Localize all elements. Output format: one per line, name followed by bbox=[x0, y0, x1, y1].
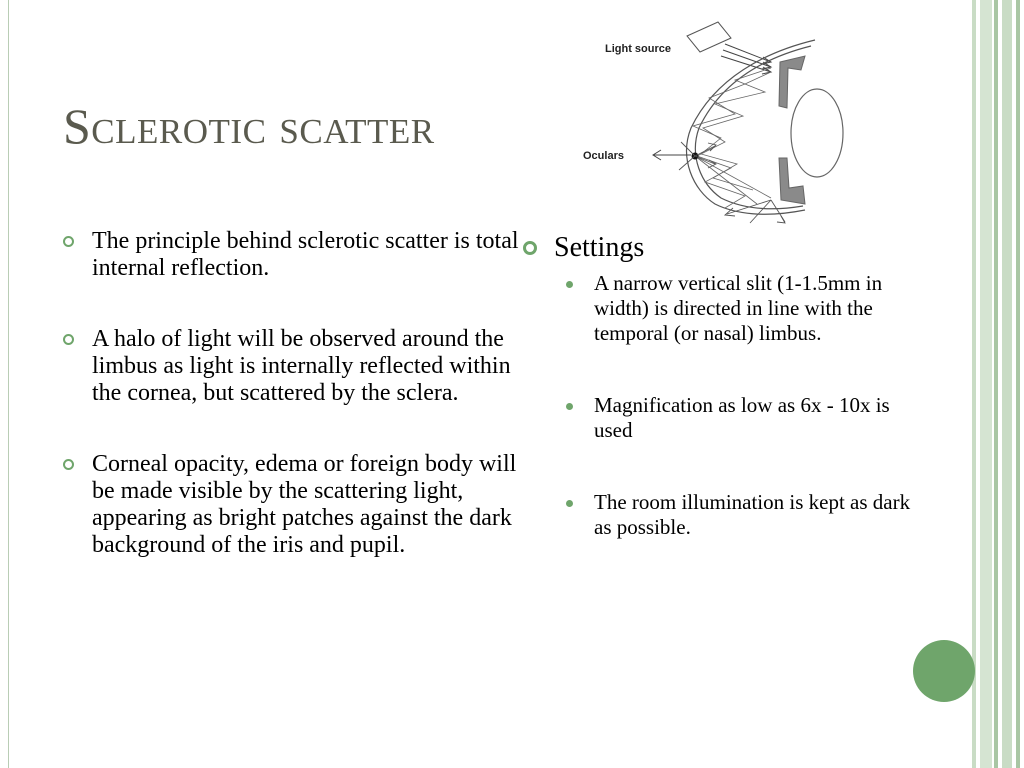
principle-bullet-list bbox=[63, 228, 523, 559]
list-item bbox=[565, 393, 914, 443]
bullet-ring-icon bbox=[63, 236, 74, 247]
settings-heading bbox=[523, 232, 923, 264]
iris-pieces bbox=[779, 56, 805, 204]
settings-item-text: A narrow vertical slit (1-1.5mm in width) is directed in line with the temporal (or nasal) limbus. bbox=[594, 271, 883, 345]
list-item bbox=[63, 451, 523, 559]
light-source-label: Light source bbox=[605, 43, 672, 55]
scatter-rays bbox=[693, 68, 771, 208]
settings-item-text: Magnification as low as 6x - 10x is used bbox=[594, 393, 890, 442]
light-source-box bbox=[687, 22, 731, 52]
light-beam-arrows bbox=[721, 44, 771, 74]
bullet-dot-icon bbox=[566, 500, 573, 507]
bullet-ring-icon bbox=[63, 459, 74, 470]
bullet-ring-icon bbox=[63, 334, 74, 345]
bullet-text: Corneal opacity, edema or foreign body will be made visible by the scattering light, appearing as bright patches against the dark background of the iris and pupil. bbox=[92, 451, 517, 558]
settings-section bbox=[523, 232, 923, 540]
oculars-label: Oculars bbox=[583, 150, 624, 162]
settings-heading-text: Settings bbox=[554, 232, 645, 263]
list-item bbox=[63, 228, 523, 282]
list-item bbox=[63, 326, 523, 407]
settings-list bbox=[523, 271, 923, 540]
settings-item-text: The room illumination is kept as dark as possible. bbox=[594, 490, 911, 539]
sclerotic-scatter-diagram bbox=[575, 18, 865, 226]
decorative-circle bbox=[913, 640, 975, 702]
bullet-text: A halo of light will be observed around the limbus as light is internally reflected within the cornea, but scattered by the sclera. bbox=[92, 326, 511, 406]
decorative-stripes bbox=[972, 0, 1024, 768]
lens-ellipse bbox=[791, 89, 843, 177]
bullet-dot-icon bbox=[566, 403, 573, 410]
bullet-dot-icon bbox=[566, 281, 573, 288]
left-frame-line bbox=[8, 0, 9, 768]
bullet-ring-icon bbox=[523, 241, 537, 255]
list-item bbox=[565, 490, 914, 540]
slide-title: Sclerotic scatter bbox=[63, 98, 435, 154]
list-item bbox=[565, 271, 914, 346]
bullet-text: The principle behind sclerotic scatter is total internal reflection. bbox=[92, 228, 519, 281]
